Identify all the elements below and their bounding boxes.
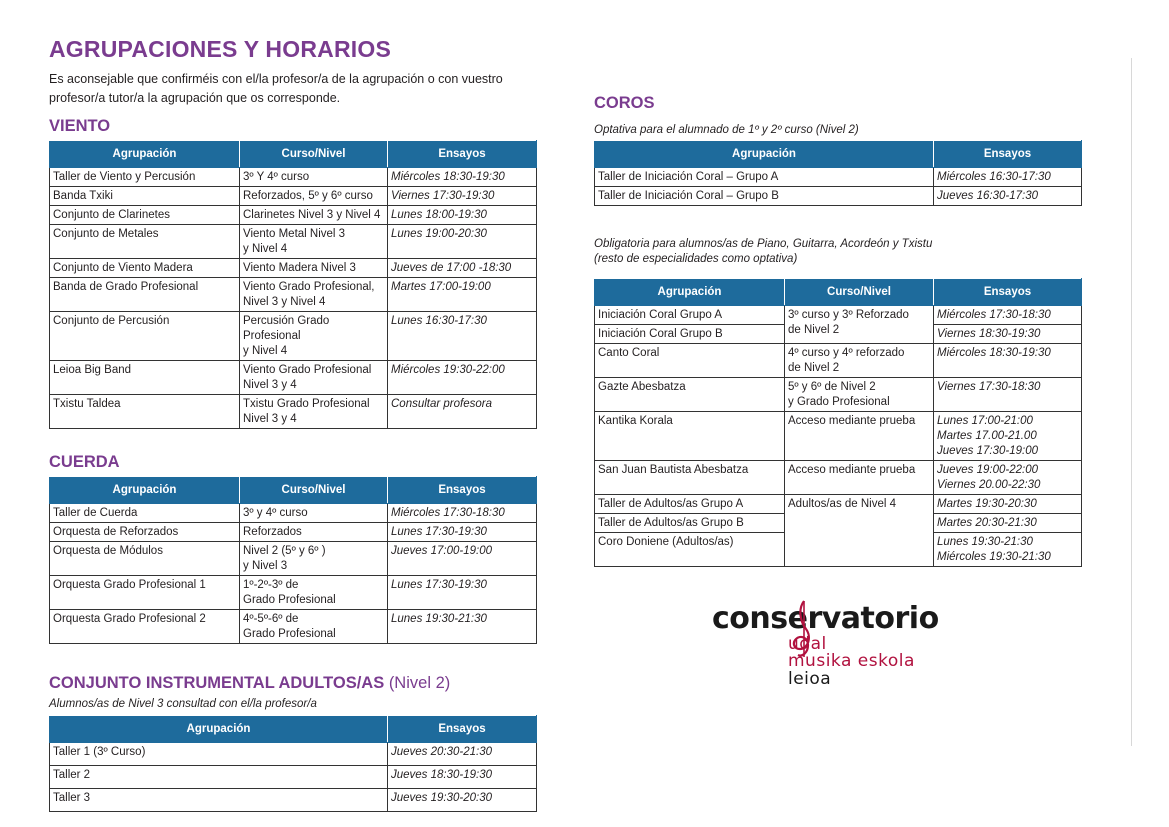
ensayos-cell: Miércoles 18:30-19:30 xyxy=(388,168,537,187)
table-row xyxy=(50,576,537,610)
agrupacion-cell: San Juan Bautista Abesbatza xyxy=(595,461,785,495)
table-row xyxy=(50,206,537,225)
curso-cell: Viento Grado Profesional Nivel 3 y 4 xyxy=(240,361,388,395)
curso-cell: Percusión Grado Profesional y Nivel 4 xyxy=(240,312,388,361)
logo-leioa: leioa xyxy=(788,669,832,689)
agrupacion-cell: Taller de Iniciación Coral – Grupo B xyxy=(595,187,934,206)
conservatorio-logo xyxy=(712,603,952,693)
column-header: Ensayos xyxy=(388,141,537,168)
curso-cell: 5º y 6º de Nivel 2 y Grado Profesional xyxy=(785,378,934,412)
agrupacion-cell: Conjunto de Viento Madera xyxy=(50,259,240,278)
ensayos-cell: Jueves 19:30-20:30 xyxy=(388,789,537,812)
curso-cell: Viento Grado Profesional, Nivel 3 y Nivel 4 xyxy=(240,278,388,312)
agrupacion-cell: Leioa Big Band xyxy=(50,361,240,395)
column-header: Ensayos xyxy=(934,279,1082,306)
ensayos-cell: Jueves de 17:00 -18:30 xyxy=(388,259,537,278)
curso-cell: 3º Y 4º curso xyxy=(240,168,388,187)
viento-heading: VIENTO xyxy=(49,117,111,135)
column-header: Agrupación xyxy=(50,141,240,168)
ensayos-cell: Lunes 18:00-19:30 xyxy=(388,206,537,225)
column-header: Curso/Nivel xyxy=(240,477,388,504)
agrupacion-cell: Orquesta de Módulos xyxy=(50,542,240,576)
agrupacion-cell: Taller 2 xyxy=(50,766,388,789)
logo-musika-eskola: musika eskola xyxy=(788,651,915,671)
coros-optativa-table xyxy=(594,140,1082,206)
ensayos-cell: Martes 17:00-19:00 xyxy=(388,278,537,312)
column-header: Agrupación xyxy=(50,716,388,743)
ensayos-cell: Viernes 17:30-18:30 xyxy=(934,378,1082,412)
table-row xyxy=(50,789,537,812)
table-row xyxy=(50,187,537,206)
table-row xyxy=(50,743,537,766)
table-row xyxy=(595,344,1082,378)
column-header: Curso/Nivel xyxy=(240,141,388,168)
agrupacion-cell: Txistu Taldea xyxy=(50,395,240,429)
curso-cell: Reforzados xyxy=(240,523,388,542)
ensayos-cell: Miércoles 16:30-17:30 xyxy=(934,168,1082,187)
agrupacion-cell: Coro Doniene (Adultos/as) xyxy=(595,533,785,567)
curso-cell: Nivel 2 (5º y 6º ) y Nivel 3 xyxy=(240,542,388,576)
table-row xyxy=(50,225,537,259)
adultos-note: Alumnos/as de Nivel 3 consultad con el/la profesor/a xyxy=(49,698,317,710)
ensayos-cell: Lunes 19:30-21:30 Miércoles 19:30-21:30 xyxy=(934,533,1082,567)
coros-obligatoria-table xyxy=(594,278,1082,567)
table-row xyxy=(50,395,537,429)
ensayos-cell: Jueves 18:30-19:30 xyxy=(388,766,537,789)
adultos-heading-suffix: (Nivel 2) xyxy=(388,674,451,692)
agrupacion-cell: Taller de Adultos/as Grupo B xyxy=(595,514,785,533)
ensayos-cell: Miércoles 19:30-22:00 xyxy=(388,361,537,395)
intro-text: Es aconsejable que confirméis con el/la profesor/a de la agrupación o con vuestro profesor/a tutor/a la agrupación que os corresponde. xyxy=(49,72,503,105)
table-row xyxy=(595,187,1082,206)
curso-cell: Adultos/as de Nivel 4 xyxy=(785,495,934,567)
ensayos-cell: Lunes 17:00-21:00 Martes 17.00-21.00 Jueves 17:30-19:00 xyxy=(934,412,1082,461)
cuerda-table xyxy=(49,476,537,644)
curso-cell: 3º curso y 3º Reforzado de Nivel 2 xyxy=(785,306,934,344)
agrupacion-cell: Iniciación Coral Grupo A xyxy=(595,306,785,325)
ensayos-cell: Lunes 16:30-17:30 xyxy=(388,312,537,361)
curso-cell: Reforzados, 5º y 6º curso xyxy=(240,187,388,206)
agrupacion-cell: Conjunto de Clarinetes xyxy=(50,206,240,225)
agrupacion-cell: Taller de Iniciación Coral – Grupo A xyxy=(595,168,934,187)
adultos-heading-text: CONJUNTO INSTRUMENTAL ADULTOS/AS xyxy=(49,674,385,692)
logo-wordmark: conservatorio xyxy=(712,601,939,636)
curso-cell: Viento Metal Nivel 3 y Nivel 4 xyxy=(240,225,388,259)
ensayos-cell: Miércoles 17:30-18:30 xyxy=(388,504,537,523)
table-row xyxy=(50,278,537,312)
agrupacion-cell: Conjunto de Metales xyxy=(50,225,240,259)
agrupacion-cell: Taller 3 xyxy=(50,789,388,812)
agrupacion-cell: Kantika Korala xyxy=(595,412,785,461)
table-row xyxy=(595,306,1082,325)
curso-cell: Clarinetes Nivel 3 y Nivel 4 xyxy=(240,206,388,225)
agrupacion-cell: Orquesta de Reforzados xyxy=(50,523,240,542)
agrupacion-cell: Iniciación Coral Grupo B xyxy=(595,325,785,344)
ensayos-cell: Jueves 17:00-19:00 xyxy=(388,542,537,576)
curso-cell: Viento Madera Nivel 3 xyxy=(240,259,388,278)
table-row xyxy=(50,766,537,789)
table-row xyxy=(50,168,537,187)
table-row xyxy=(50,312,537,361)
agrupacion-cell: Taller de Adultos/as Grupo A xyxy=(595,495,785,514)
ensayos-cell: Jueves 16:30-17:30 xyxy=(934,187,1082,206)
table-row xyxy=(595,495,1082,514)
ensayos-cell: Miércoles 18:30-19:30 xyxy=(934,344,1082,378)
ensayos-cell: Lunes 19:30-21:30 xyxy=(388,610,537,644)
column-header: Agrupación xyxy=(50,477,240,504)
column-header: Curso/Nivel xyxy=(785,279,934,306)
agrupacion-cell: Banda Txiki xyxy=(50,187,240,206)
curso-cell: 4º curso y 4º reforzado de Nivel 2 xyxy=(785,344,934,378)
coros-note-line2: (resto de especialidades como optativa) xyxy=(594,253,798,265)
agrupacion-cell: Taller de Viento y Percusión xyxy=(50,168,240,187)
table-row xyxy=(50,523,537,542)
ensayos-cell: Lunes 17:30-19:30 xyxy=(388,523,537,542)
coros-note-obligatoria xyxy=(594,237,932,267)
agrupacion-cell: Taller 1 (3º Curso) xyxy=(50,743,388,766)
curso-cell: 4º-5º-6º de Grado Profesional xyxy=(240,610,388,644)
adultos-table xyxy=(49,715,537,812)
agrupacion-cell: Orquesta Grado Profesional 1 xyxy=(50,576,240,610)
table-row xyxy=(50,610,537,644)
ensayos-cell: Martes 20:30-21:30 xyxy=(934,514,1082,533)
table-row xyxy=(595,461,1082,495)
column-header: Ensayos xyxy=(388,477,537,504)
ensayos-cell: Miércoles 17:30-18:30 xyxy=(934,306,1082,325)
agrupacion-cell: Canto Coral xyxy=(595,344,785,378)
coros-note-optativa: Optativa para el alumnado de 1º y 2º curso (Nivel 2) xyxy=(594,124,859,136)
coros-note-line1: Obligatoria para alumnos/as de Piano, Guitarra, Acordeón y Txistu xyxy=(594,238,933,250)
agrupacion-cell: Conjunto de Percusión xyxy=(50,312,240,361)
agrupacion-cell: Orquesta Grado Profesional 2 xyxy=(50,610,240,644)
ensayos-cell: Jueves 20:30-21:30 xyxy=(388,743,537,766)
curso-cell: Txistu Grado Profesional Nivel 3 y 4 xyxy=(240,395,388,429)
ensayos-cell: Viernes 18:30-19:30 xyxy=(934,325,1082,344)
curso-cell: 1º-2º-3º de Grado Profesional xyxy=(240,576,388,610)
column-header: Agrupación xyxy=(595,279,785,306)
table-row xyxy=(50,504,537,523)
page-divider xyxy=(1131,58,1132,746)
ensayos-cell: Lunes 17:30-19:30 xyxy=(388,576,537,610)
coros-heading: COROS xyxy=(594,94,655,112)
cuerda-heading: CUERDA xyxy=(49,453,120,471)
table-row xyxy=(50,361,537,395)
table-row xyxy=(595,412,1082,461)
page-title: AGRUPACIONES Y HORARIOS xyxy=(49,36,391,62)
curso-cell: Acceso mediante prueba xyxy=(785,412,934,461)
column-header: Ensayos xyxy=(388,716,537,743)
table-row xyxy=(595,378,1082,412)
adultos-heading xyxy=(49,674,450,693)
logo-udal: udal xyxy=(788,634,827,654)
ensayos-cell: Jueves 19:00-22:00 Viernes 20.00-22:30 xyxy=(934,461,1082,495)
column-header: Ensayos xyxy=(934,141,1082,168)
ensayos-cell: Viernes 17:30-19:30 xyxy=(388,187,537,206)
curso-cell: Acceso mediante prueba xyxy=(785,461,934,495)
table-row xyxy=(50,259,537,278)
ensayos-cell: Martes 19:30-20:30 xyxy=(934,495,1082,514)
table-row xyxy=(50,542,537,576)
agrupacion-cell: Taller de Cuerda xyxy=(50,504,240,523)
agrupacion-cell: Banda de Grado Profesional xyxy=(50,278,240,312)
ensayos-cell: Consultar profesora xyxy=(388,395,537,429)
ensayos-cell: Lunes 19:00-20:30 xyxy=(388,225,537,259)
table-row xyxy=(595,168,1082,187)
viento-table xyxy=(49,140,537,429)
agrupacion-cell: Gazte Abesbatza xyxy=(595,378,785,412)
column-header: Agrupación xyxy=(595,141,934,168)
curso-cell: 3º y 4º curso xyxy=(240,504,388,523)
